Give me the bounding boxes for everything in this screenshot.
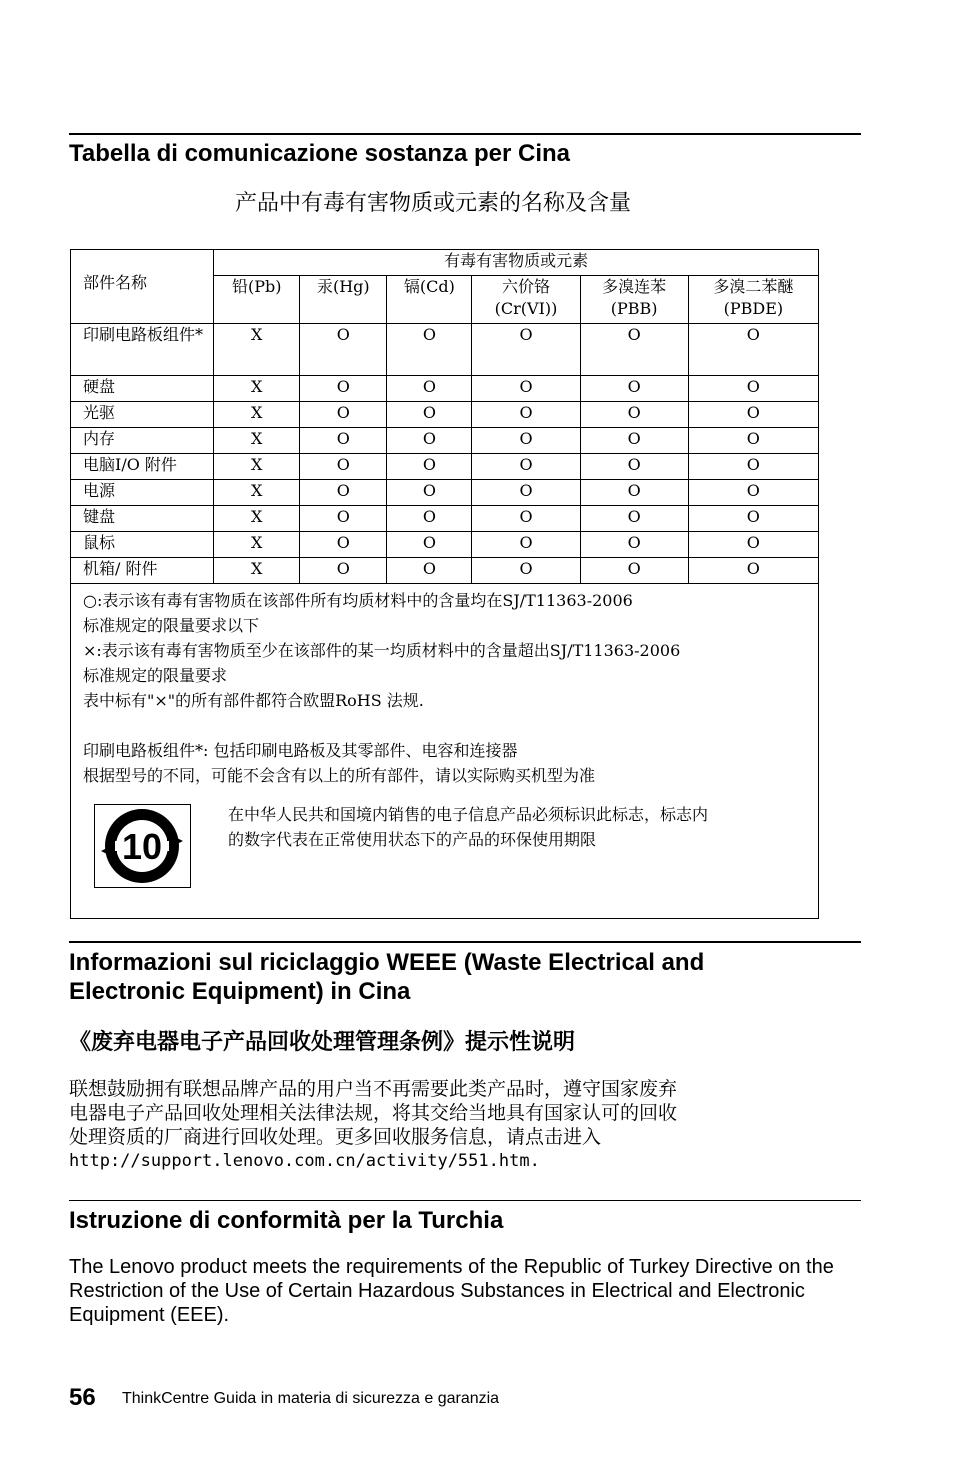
substance-value-cell: O	[387, 480, 472, 506]
section-title-weee: Informazioni sul riciclaggio WEEE (Waste Electrical and Electronic Equipment) in Cina	[69, 949, 705, 1005]
substance-value-cell: O	[580, 532, 688, 558]
table-row	[71, 480, 819, 506]
substance-value-cell: O	[387, 324, 472, 376]
substance-value-cell: O	[580, 558, 688, 584]
substance-value-cell: O	[387, 376, 472, 402]
col-header: 多溴二苯醚 (PBDE)	[688, 276, 818, 324]
section-title-turkey: Istruzione di conformità per la Turchia	[69, 1207, 504, 1234]
substance-value-cell: O	[688, 480, 818, 506]
substance-value-cell: O	[300, 402, 387, 428]
substance-value-cell: O	[580, 480, 688, 506]
substance-value-cell: O	[472, 506, 580, 532]
table-row	[71, 402, 819, 428]
table-row	[71, 454, 819, 480]
note-line: 标准规定的限量要求	[83, 666, 228, 685]
col-header: 六价铬 (Cr(VI))	[472, 276, 580, 324]
note-line: 根据型号的不同，可能不会含有以上的所有部件，请以实际购买机型为准	[83, 766, 596, 785]
part-name-header: 部件名称	[71, 250, 214, 324]
substance-value-cell: O	[688, 506, 818, 532]
substance-value-cell: O	[472, 480, 580, 506]
substance-value-cell: O	[688, 376, 818, 402]
substance-value-cell: O	[580, 506, 688, 532]
col-header: 汞(Hg)	[300, 276, 387, 324]
part-name-cell: 电源	[71, 480, 214, 506]
substance-value-cell: X	[214, 376, 300, 402]
substance-value-cell: X	[214, 324, 300, 376]
table-row	[71, 558, 819, 584]
substance-value-cell: O	[688, 532, 818, 558]
substance-value-cell: O	[580, 376, 688, 402]
table-notes	[71, 584, 819, 919]
part-name-cell: 印刷电路板组件*	[71, 324, 214, 376]
substance-value-cell: O	[387, 454, 472, 480]
substance-value-cell: X	[214, 428, 300, 454]
support-link[interactable]: http://support.lenovo.com.cn/activity/551.htm.	[69, 1151, 540, 1171]
substance-value-cell: X	[214, 532, 300, 558]
substance-value-cell: O	[580, 324, 688, 376]
substance-value-cell: O	[300, 324, 387, 376]
substance-value-cell: O	[472, 558, 580, 584]
substance-value-cell: O	[472, 428, 580, 454]
recycle-10-icon	[95, 805, 190, 887]
note-line: 标准规定的限量要求以下	[83, 616, 260, 635]
substance-value-cell: O	[688, 454, 818, 480]
weee-cn-text: 联想鼓励拥有联想品牌产品的用户当不再需要此类产品时，遵守国家废弃 电器电子产品回收处理相关法律法规，将其交给当地具有国家认可的回收 处理资质的厂商进行回收处理。更多回收服务信息，请点击进入 http://support.lenovo.com.cn/activity/551.htm.	[69, 1077, 789, 1173]
part-name-cell: 内存	[71, 428, 214, 454]
substance-value-cell: O	[472, 376, 580, 402]
substance-value-cell: O	[387, 506, 472, 532]
part-name-cell: 鼠标	[71, 532, 214, 558]
substance-value-cell: O	[300, 532, 387, 558]
col-header: 镉(Cd)	[387, 276, 472, 324]
section-title-china-substance: Tabella di comunicazione sostanza per Cina	[69, 140, 571, 167]
section-rule	[69, 1200, 861, 1201]
substance-value-cell: X	[214, 506, 300, 532]
part-name-cell: 键盘	[71, 506, 214, 532]
substance-value-cell: X	[214, 454, 300, 480]
table-row	[71, 376, 819, 402]
substance-value-cell: O	[472, 454, 580, 480]
epup-10-logo	[94, 804, 191, 888]
substance-value-cell: O	[387, 402, 472, 428]
group-header: 有毒有害物质或元素	[214, 250, 819, 276]
note-line: ×:表示该有毒有害物质至少在该部件的某一均质材料中的含量超出SJ/T11363-2006	[83, 641, 681, 660]
substance-value-cell: O	[300, 506, 387, 532]
substance-value-cell: O	[688, 402, 818, 428]
substance-value-cell: O	[387, 558, 472, 584]
section-rule	[69, 133, 861, 135]
substance-value-cell: O	[387, 532, 472, 558]
substance-value-cell: X	[214, 402, 300, 428]
part-name-cell: 光驱	[71, 402, 214, 428]
table-row	[71, 506, 819, 532]
substance-value-cell: X	[214, 558, 300, 584]
note-line: ○:表示该有毒有害物质在该部件所有均质材料中的含量均在SJ/T11363-2006	[83, 591, 633, 610]
substance-value-cell: O	[472, 402, 580, 428]
footer-title: ThinkCentre Guida in materia di sicurezza e garanzia	[122, 1390, 500, 1407]
page-number: 56	[69, 1384, 96, 1411]
weee-cn-subtitle: 《废弃电器电子产品回收处理管理条例》提示性说明	[69, 1030, 576, 1055]
substance-value-cell: O	[300, 454, 387, 480]
note-line: 表中标有"×"的所有部件都符合欧盟RoHS 法规.	[83, 691, 424, 710]
substance-value-cell: O	[387, 428, 472, 454]
turkey-body: The Lenovo product meets the requirements of the Republic of Turkey Directive on the Restriction of the Use of Certain Hazardous Substances in Electrical and Electronic Equipment (EEE).	[69, 1256, 834, 1326]
substance-value-cell: O	[300, 558, 387, 584]
table-row	[71, 428, 819, 454]
cn-subtitle: 产品中有毒有害物质或元素的名称及含量	[235, 191, 632, 216]
part-name-cell: 硬盘	[71, 376, 214, 402]
substance-value-cell: O	[300, 376, 387, 402]
substance-value-cell: X	[214, 480, 300, 506]
substance-value-cell: O	[580, 428, 688, 454]
substance-value-cell: O	[300, 480, 387, 506]
section-rule	[69, 941, 861, 943]
col-header: 多溴连苯 (PBB)	[580, 276, 688, 324]
substance-value-cell: O	[688, 428, 818, 454]
table-row	[71, 324, 819, 376]
note-line: 印刷电路板组件*: 包括印刷电路板及其零部件、电容和连接器	[83, 741, 518, 760]
part-name-cell: 电脑I/O 附件	[71, 454, 214, 480]
table-row	[71, 532, 819, 558]
substance-value-cell: O	[580, 402, 688, 428]
part-name-cell: 机箱/ 附件	[71, 558, 214, 584]
substance-value-cell: O	[688, 324, 818, 376]
logo-caption: 在中华人民共和国境内销售的电子信息产品必须标识此标志，标志内 的数字代表在正常使用状态下的产品的环保使用期限	[228, 805, 709, 849]
substance-value-cell: O	[472, 324, 580, 376]
substance-value-cell: O	[688, 558, 818, 584]
substance-value-cell: O	[300, 428, 387, 454]
substance-table	[70, 249, 819, 919]
col-header: 铅(Pb)	[214, 276, 300, 324]
substance-value-cell: O	[472, 532, 580, 558]
logo-number: 10	[121, 826, 163, 867]
substance-value-cell: O	[580, 454, 688, 480]
